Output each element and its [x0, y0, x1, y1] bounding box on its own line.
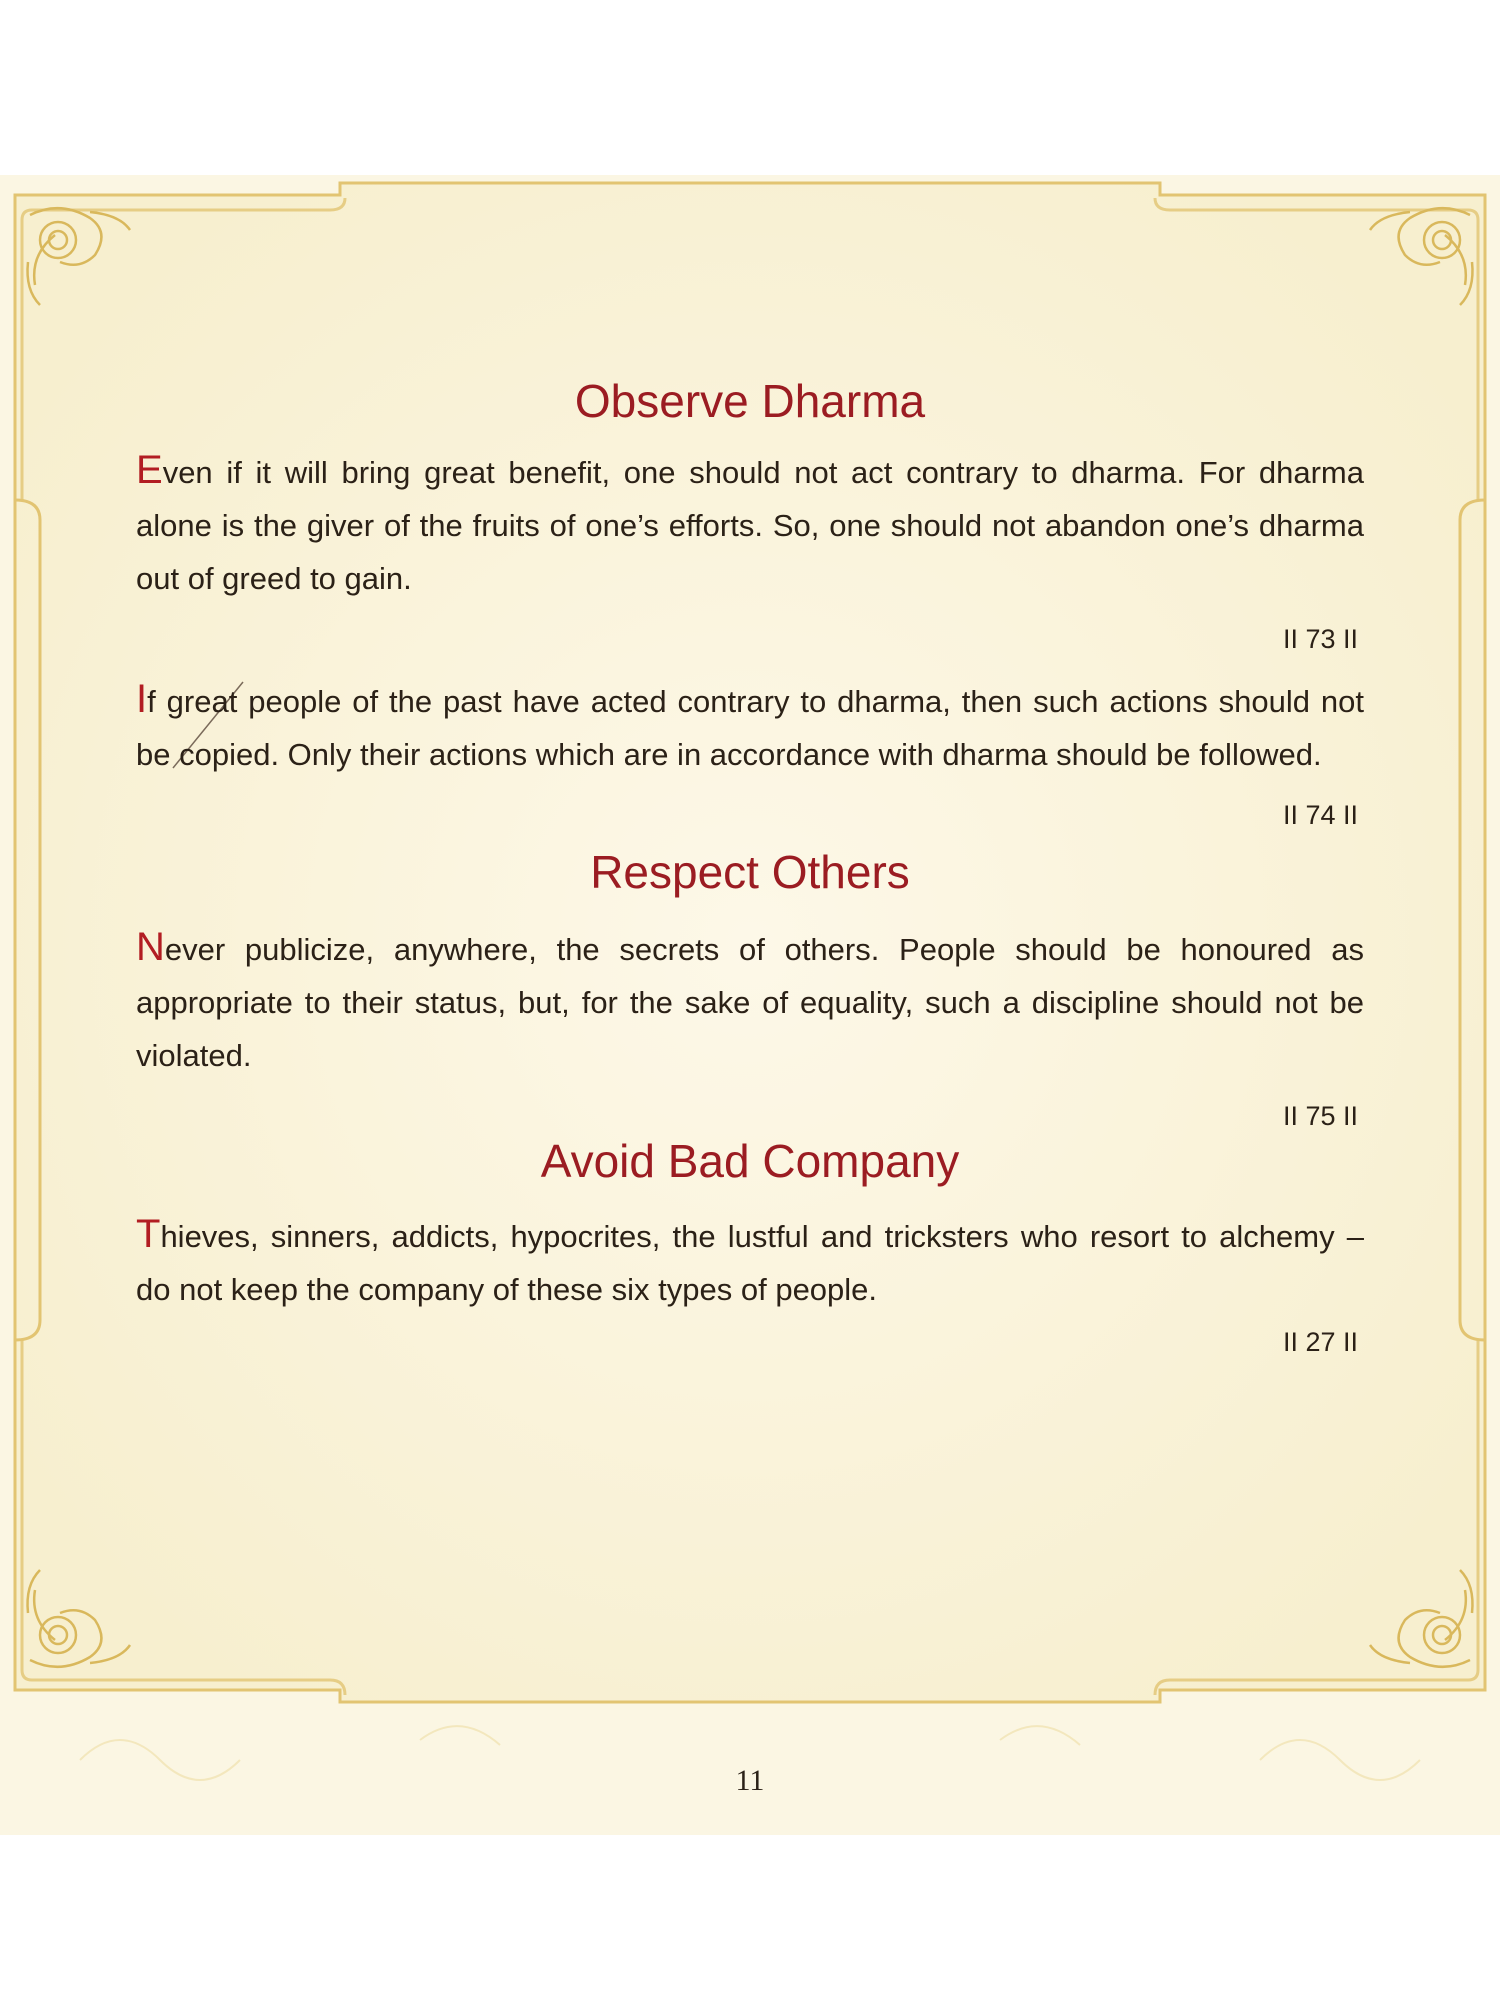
page-number: 11 — [735, 1764, 765, 1797]
verse-body: hieves, sinners, addicts, hypocrites, the lustful and tricksters who resort to alchemy – do not keep the company of these six types of people. — [136, 1219, 1364, 1307]
verse-text — [136, 444, 1364, 605]
verse-body: ven if it will bring great benefit, one should not act contrary to dharma. For dharma alone is the giver of the fruits of one’s efforts. So, one should not abandon one’s dharma out of greed to gain. — [136, 455, 1364, 596]
section-title: Avoid Bad Company — [540, 1135, 960, 1187]
section-title: Respect Others — [590, 846, 910, 898]
verse-number: II 74 II — [1282, 800, 1358, 830]
dropcap: E — [136, 448, 163, 492]
section-title: Observe Dharma — [574, 375, 926, 427]
verse-text — [136, 921, 1364, 1082]
dropcap: N — [136, 925, 165, 969]
page-content — [136, 368, 1364, 1362]
verse-body: f great people of the past have acted contrary to dharma, then such actions should not be copied. Only their actions which are in accordance with dharma should be followed. — [136, 684, 1364, 772]
verse-text — [136, 673, 1364, 781]
verse-number: II 75 II — [1282, 1101, 1358, 1131]
verse-text — [136, 1208, 1364, 1316]
dropcap: T — [136, 1212, 161, 1256]
verse-number: II 73 II — [1282, 624, 1358, 654]
dropcap: I — [136, 677, 148, 721]
verse-number: II 27 II — [1282, 1327, 1358, 1357]
verse-body: ever publicize, anywhere, the secrets of others. People should be honoured as appropriate to their status, but, for the sake of equality, such a discipline should not be violated. — [136, 932, 1364, 1073]
